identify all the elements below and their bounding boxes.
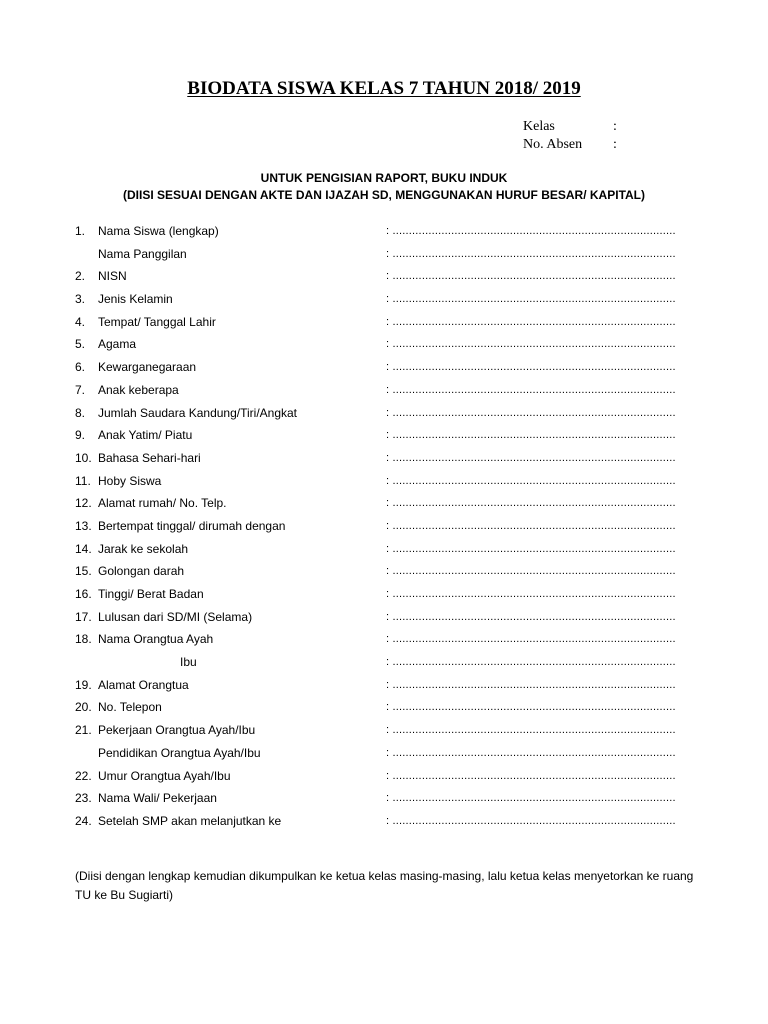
- field-fill-line[interactable]: : .......................................................................................: [386, 451, 676, 464]
- form-field-row: [0, 560, 768, 583]
- field-number: 10.: [75, 450, 92, 465]
- field-number: 11.: [75, 473, 91, 488]
- field-number: 9.: [75, 428, 86, 443]
- field-fill-line[interactable]: : .......................................................................................: [386, 565, 676, 578]
- field-label: No. Telepon: [98, 700, 162, 715]
- form-field-row: [0, 787, 768, 810]
- field-label: Nama Siswa (lengkap): [98, 224, 219, 238]
- field-fill-line[interactable]: : .......................................................................................: [386, 724, 676, 737]
- subheading-instructions: (DIISI SESUAI DENGAN AKTE DAN IJAZAH SD, MENGGUNAKAN HURUF BESAR/ KAPITAL): [122, 188, 645, 202]
- field-number: 6.: [75, 360, 86, 375]
- field-label: Anak Yatim/ Piatu: [98, 428, 193, 443]
- subheading-purpose: UNTUK PENGISIAN RAPORT, BUKU INDUK: [260, 171, 508, 185]
- field-label: Bertempat tinggal/ dirumah dengan: [98, 518, 286, 533]
- field-fill-line[interactable]: : .......................................................................................: [386, 406, 676, 419]
- field-label: Kewarganegaraan: [98, 360, 197, 375]
- field-number: 7.: [75, 382, 86, 397]
- form-field-row: [0, 243, 768, 266]
- field-number: 13.: [75, 518, 92, 533]
- class-info: [523, 118, 617, 154]
- form-field-row: [0, 356, 768, 379]
- field-fill-line[interactable]: : .......................................................................................: [386, 678, 676, 691]
- field-fill-line[interactable]: : .......................................................................................: [386, 247, 676, 260]
- field-number: 21.: [75, 723, 92, 738]
- field-fill-line[interactable]: : .......................................................................................: [386, 429, 676, 442]
- field-number: 8.: [75, 405, 86, 420]
- field-label: Alamat Orangtua: [98, 677, 189, 692]
- field-fill-line[interactable]: : .......................................................................................: [386, 474, 676, 487]
- field-number: 18.: [75, 632, 92, 647]
- class-colon: :: [613, 119, 617, 134]
- field-list: [0, 220, 768, 833]
- form-field-row: [0, 402, 768, 425]
- form-field-row: [0, 765, 768, 788]
- field-fill-line[interactable]: : .......................................................................................: [386, 746, 676, 759]
- field-label: Alamat rumah/ No. Telp.: [98, 496, 227, 511]
- field-fill-line[interactable]: : .......................................................................................: [386, 497, 676, 510]
- field-label: Nama Orangtua Ayah: [98, 632, 214, 647]
- form-field-row: [0, 538, 768, 561]
- field-label: Pendidikan Orangtua Ayah/Ibu: [98, 745, 261, 760]
- form-field-row: [0, 265, 768, 288]
- form-field-row: [0, 333, 768, 356]
- form-field-row: [0, 220, 768, 243]
- form-field-row: [0, 583, 768, 606]
- field-number: 14.: [75, 541, 92, 556]
- field-label: Jarak ke sekolah: [98, 541, 189, 556]
- field-fill-line[interactable]: : .......................................................................................: [386, 769, 676, 782]
- field-number: 15.: [75, 564, 92, 579]
- field-label: Tempat/ Tanggal Lahir: [98, 314, 216, 329]
- field-number: 1.: [75, 224, 86, 238]
- form-field-row: [0, 696, 768, 719]
- field-label: Bahasa Sehari-hari: [98, 450, 201, 465]
- field-number: 17.: [75, 609, 92, 624]
- field-label: Agama: [98, 337, 137, 352]
- form-field-row: [0, 628, 768, 651]
- field-number: 24.: [75, 813, 92, 828]
- absence-number-colon: :: [613, 137, 617, 152]
- form-field-row: [0, 674, 768, 697]
- field-fill-line[interactable]: : .......................................................................................: [386, 383, 676, 396]
- field-label: Lulusan dari SD/MI (Selama): [98, 609, 253, 624]
- form-field-row: [0, 492, 768, 515]
- field-label: Anak keberapa: [98, 382, 179, 397]
- page-title: BIODATA SISWA KELAS 7 TAHUN 2018/ 2019: [187, 78, 581, 99]
- field-fill-line[interactable]: : .......................................................................................: [386, 792, 676, 805]
- field-fill-line[interactable]: : .......................................................................................: [386, 656, 676, 669]
- field-label: Hoby Siswa: [98, 473, 162, 488]
- form-field-row: [0, 719, 768, 742]
- field-label: Ibu: [180, 655, 197, 670]
- field-number: 22.: [75, 768, 92, 783]
- form-field-row: [0, 447, 768, 470]
- field-label: Golongan darah: [98, 564, 185, 579]
- field-fill-line[interactable]: : .......................................................................................: [386, 519, 676, 532]
- field-fill-line[interactable]: : .......................................................................................: [386, 542, 676, 555]
- absence-number-label: No. Absen: [523, 137, 583, 152]
- field-number: 3.: [75, 292, 86, 307]
- field-number: 19.: [75, 677, 92, 692]
- form-field-row: [0, 288, 768, 311]
- field-fill-line[interactable]: : .......................................................................................: [386, 701, 676, 714]
- form-field-row: [0, 379, 768, 402]
- field-fill-line[interactable]: : .......................................................................................: [386, 610, 676, 623]
- field-label: Pekerjaan Orangtua Ayah/Ibu: [98, 723, 256, 738]
- field-fill-line[interactable]: : .......................................................................................: [386, 814, 676, 827]
- field-fill-line[interactable]: : .......................................................................................: [386, 293, 676, 306]
- field-label: Nama Wali/ Pekerjaan: [98, 791, 217, 806]
- class-row: [523, 118, 617, 136]
- form-field-row: [0, 515, 768, 538]
- form-field-row: [0, 742, 768, 765]
- field-label: Tinggi/ Berat Badan: [98, 587, 204, 601]
- field-fill-line[interactable]: : .......................................................................................: [386, 338, 676, 351]
- field-label: Umur Orangtua Ayah/Ibu: [98, 768, 231, 783]
- form-field-row: [0, 810, 768, 833]
- field-fill-line[interactable]: : .......................................................................................: [386, 361, 676, 374]
- absence-number-row: [523, 136, 617, 154]
- field-number: 4.: [75, 314, 86, 329]
- field-fill-line[interactable]: : .......................................................................................: [386, 270, 676, 283]
- field-number: 20.: [75, 700, 92, 715]
- field-number: 5.: [75, 337, 86, 352]
- field-fill-line[interactable]: : .......................................................................................: [386, 633, 676, 646]
- form-field-row: [0, 651, 768, 674]
- field-fill-line[interactable]: : .......................................................................................: [386, 225, 676, 237]
- submission-note: (Diisi dengan lengkap kemudian dikumpulkan ke ketua kelas masing-masing, lalu ketua kelas menyetorkan ke ruang TU ke Bu Sugiarti): [75, 869, 694, 902]
- field-number: 16.: [75, 587, 92, 601]
- field-label: Setelah SMP akan melanjutkan ke: [98, 813, 282, 828]
- field-label: Jumlah Saudara Kandung/Tiri/Angkat: [98, 405, 298, 420]
- field-number: 12.: [75, 496, 92, 511]
- field-number: 2.: [75, 269, 86, 284]
- field-fill-line[interactable]: : .......................................................................................: [386, 588, 676, 600]
- form-field-row: [0, 424, 768, 447]
- field-label: Jenis Kelamin: [98, 292, 173, 307]
- form-field-row: [0, 606, 768, 629]
- class-label: Kelas: [523, 119, 555, 134]
- form-field-row: [0, 311, 768, 334]
- field-number: 23.: [75, 791, 92, 806]
- form-field-row: [0, 470, 768, 493]
- field-fill-line[interactable]: : .......................................................................................: [386, 315, 676, 328]
- field-label: NISN: [98, 269, 127, 284]
- field-label: Nama Panggilan: [98, 246, 187, 261]
